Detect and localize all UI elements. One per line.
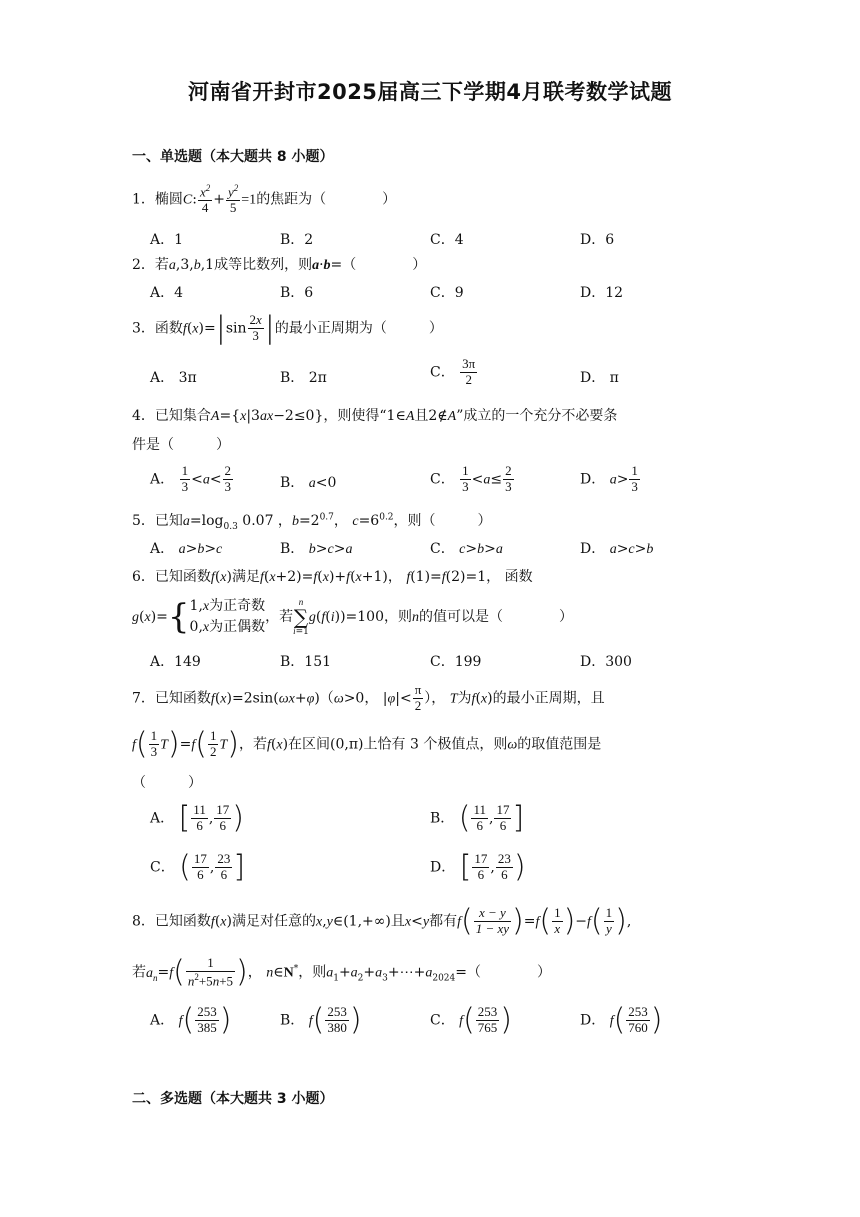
option-a[interactable]: A． [ $\frac{11}{6}$ , $\frac{17}{6}$ ) [150, 800, 244, 836]
question-7-line2: f( $\frac{1}{3}$ T)=f( $\frac{1}{2}$ T)，若f(x)在区间(0,π)上恰有 3 个极值点，则ω的取值范围是 [132, 726, 602, 762]
question-7-paren: （ ） [132, 775, 202, 791]
option-c[interactable]: C． c>b>a [430, 541, 503, 557]
option-d[interactable]: D． a> $\frac{1}{3}$ [580, 463, 638, 494]
option-c[interactable]: C． ( $\frac{17}{6}$ , $\frac{23}{6}$ ] [150, 849, 246, 885]
question-number: 1． [132, 191, 155, 208]
question-8-line2: 若$a_n=f$( $\frac{1}{n^2+5n+5}$ )， n∈N*，则$a_1+a_2+a_3+\cdots+a_{2024}=$（ ） [132, 954, 551, 990]
option-d[interactable]: D． [ $\frac{17}{6}$ , $\frac{23}{6}$ ) [430, 849, 526, 885]
option-d[interactable]: D．300 [580, 654, 632, 670]
option-c[interactable]: C． f( $\frac{253}{765}$ ) [430, 1002, 512, 1038]
option-c[interactable]: C．4 [430, 232, 464, 248]
option-c[interactable]: C．199 [430, 654, 482, 670]
option-c[interactable]: C． $\frac{1}{3}$ <a≤ $\frac{2}{3}$ [430, 463, 512, 494]
option-d[interactable]: D． a>c>b [580, 541, 654, 557]
option-a[interactable]: A．149 [150, 654, 201, 670]
option-b[interactable]: B．151 [280, 654, 332, 670]
option-a[interactable]: A． a>b>c [150, 541, 223, 557]
option-c[interactable]: C． $\frac{3\pi}{2}$ [430, 356, 476, 387]
section-heading-multi-choice: 二、多选题（本大题共 3 小题） [132, 1091, 334, 1107]
option-c[interactable]: C．9 [430, 285, 464, 301]
option-a[interactable]: A． $\frac{1}{3}$ <a< $\frac{2}{3}$ [150, 463, 232, 494]
option-d[interactable]: D． f( $\frac{253}{760}$ ) [580, 1002, 663, 1038]
question-6: 6．已知函数f(x)满足f(x+2)=f(x)+f(x+1)， f(1)=f(2)=1， 函数 [132, 569, 533, 585]
option-a[interactable]: A． 3π [150, 370, 197, 386]
option-a[interactable]: A．4 [150, 285, 184, 301]
option-b[interactable]: B．2 [280, 232, 314, 248]
question-5: 5．已知$a=\log_{0.3}$ 0.07 ，$b=2^{0.7}$， $c=6^{0.2}$，则（ ） [132, 512, 492, 532]
option-d[interactable]: D．6 [580, 232, 615, 248]
question-6-line2: g(x)={ 1,x为正奇数 0,x为正偶数 ，若 n ∑ i=1 g(f(i))=100，则n的值可以是（ ） [132, 596, 574, 637]
question-1: 1．椭圆C: $\frac{x^2}{4}$ + $\frac{y^2}{5}$ =1的焦距为（ ） [132, 183, 397, 216]
option-a[interactable]: A． f( $\frac{253}{385}$ ) [150, 1002, 232, 1038]
option-a[interactable]: A．1 [150, 232, 184, 248]
question-4: 4．已知集合A={x|3ax−2≤0}，则使得“1∈A且2∉A”成立的一个充分不必要条 [132, 408, 618, 424]
option-d[interactable]: D． π [580, 370, 619, 386]
question-2: 2．若a,3,b,1成等比数列，则a·b=（ ） [132, 257, 427, 273]
section-heading-single-choice: 一、单选题（本大题共 8 小题） [132, 149, 334, 165]
option-b[interactable]: B．6 [280, 285, 314, 301]
option-b[interactable]: B． ( $\frac{11}{6}$ , $\frac{17}{6}$ ] [430, 800, 525, 836]
question-8: 8．已知函数f(x)满足对任意的x,y∈(1,+∞)且x<y都有f( $\frac{x - y}{1 - xy}$ )=f( $\frac{1}{x}$ )−f( $\frac{1}{y}$ ), [132, 903, 632, 939]
question-4-line2: 件是（ ） [132, 437, 230, 453]
option-d[interactable]: D．12 [580, 285, 624, 301]
question-7: 7．已知函数f(x)=2sin(ωx+φ)（ω>0， |φ|< $\frac{\pi}{2}$ ）， T为f(x)的最小正周期，且 [132, 682, 605, 713]
option-b[interactable]: B． b>c>a [280, 541, 353, 557]
option-b[interactable]: B． f( $\frac{253}{380}$ ) [280, 1002, 362, 1038]
option-b[interactable]: B． 2π [280, 370, 327, 386]
option-b[interactable]: B． a<0 [280, 475, 337, 491]
question-3: 3．函数f(x)=|sin $\frac{2x}{3}$ |的最小正周期为（ ） [132, 310, 443, 346]
page-title: 河南省开封市2025届高三下学期4月联考数学试题 [187, 80, 673, 104]
